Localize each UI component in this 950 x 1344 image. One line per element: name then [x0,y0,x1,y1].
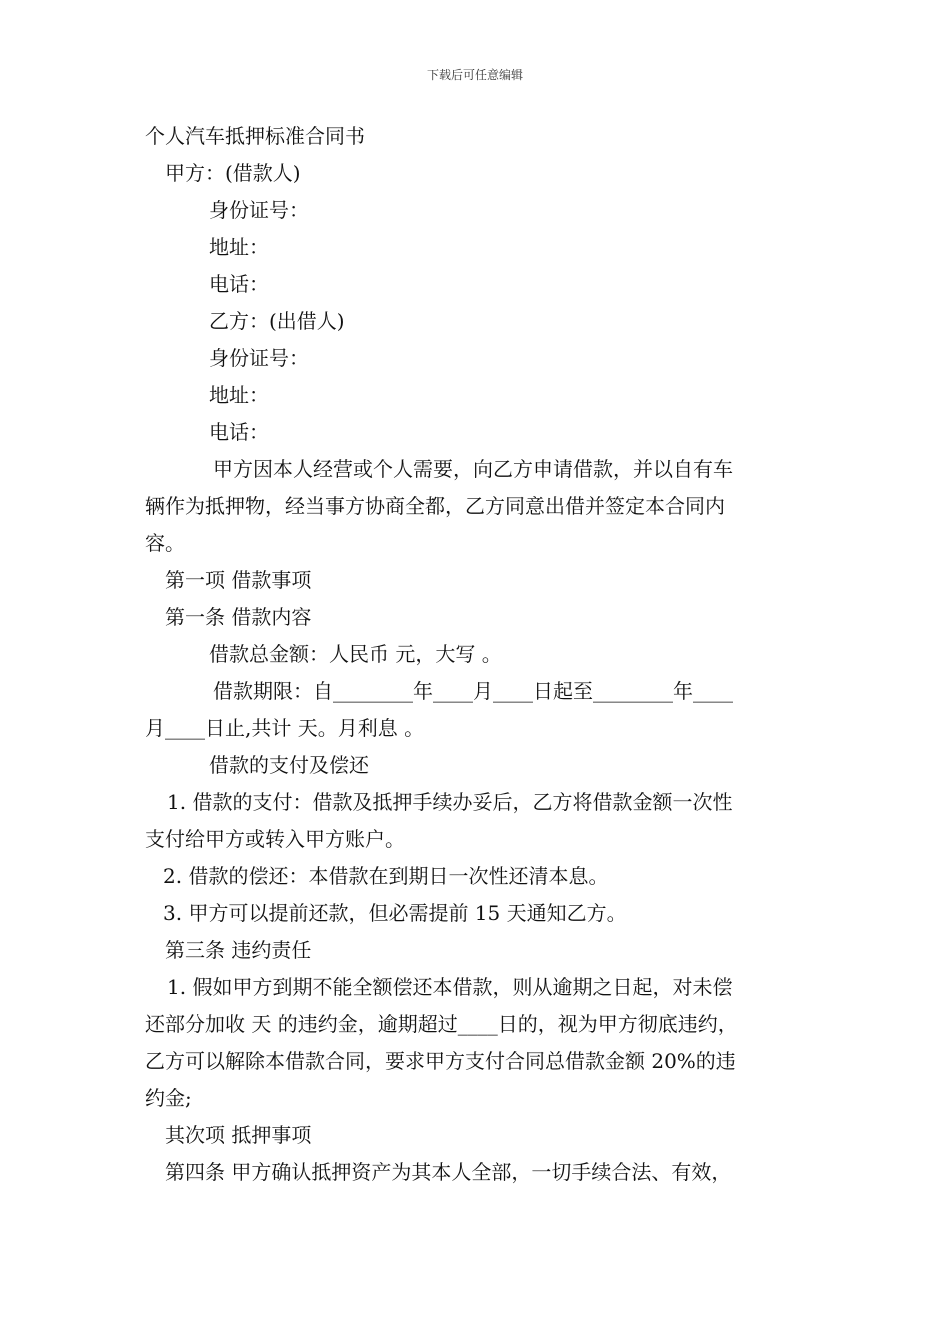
party-a-label: 甲方：(借款人) [165,161,301,185]
party-b-id-label: 身份证号： [209,346,309,370]
section-1-heading: 第一项 借款事项 [165,568,312,592]
breach-clause-line: 乙方可以解除本借款合同，要求甲方支付合同总借款金额 20%的违 [145,1049,736,1073]
document-title: 个人汽车抵押标准合同书 [145,124,365,148]
loan-term-line: 月____日止,共计 天。月利息 。 [145,716,425,740]
party-b-label: 乙方：(出借人) [209,309,345,333]
payment-heading: 借款的支付及偿还 [209,753,369,777]
payment-clause-1: 1. 借款的支付：借款及抵押手续办妥后，乙方将借款金额一次性 [167,790,733,814]
contract-body [145,118,810,1191]
party-b-phone-label: 电话： [209,420,269,444]
page-header-note: 下载后可任意编辑 [426,68,523,82]
party-a-id-label: 身份证号： [209,198,309,222]
payment-clause-1-cont: 支付给甲方或转入甲方账户。 [145,827,405,851]
intro-paragraph-line: 甲方因本人经营或个人需要，向乙方申请借款，并以自有车 [213,457,733,481]
party-a-phone-label: 电话： [209,272,269,296]
payment-clause-2: 2. 借款的偿还：本借款在到期日一次性还清本息。 [163,864,609,888]
article-1-heading: 第一条 借款内容 [165,605,312,629]
loan-amount-line: 借款总金额：人民币 元，大写 。 [209,642,502,666]
intro-paragraph-line: 辆作为抵押物，经当事方协商全都，乙方同意出借并签定本合同内 [145,494,725,518]
breach-clause-line: 约金; [145,1086,192,1110]
loan-term-line: 借款期限：自________年____月____日起至________年____ [213,679,733,703]
breach-clause-line: 1. 假如甲方到期不能全额偿还本借款，则从逾期之日起，对未偿 [167,975,733,999]
breach-clause-line: 还部分加收 天 的违约金，逾期超过____日的，视为甲方彻底违约， [145,1012,738,1036]
party-a-address-label: 地址： [209,235,269,259]
party-b-address-label: 地址： [209,383,269,407]
article-4-line: 第四条 甲方确认抵押资产为其本人全部，一切手续合法、有效， [165,1160,732,1184]
payment-clause-3: 3. 甲方可以提前还款，但必需提前 15 天通知乙方。 [163,901,627,925]
article-3-heading: 第三条 违约责任 [165,938,312,962]
section-2-heading: 其次项 抵押事项 [165,1123,312,1147]
intro-paragraph-line: 容。 [145,531,185,555]
